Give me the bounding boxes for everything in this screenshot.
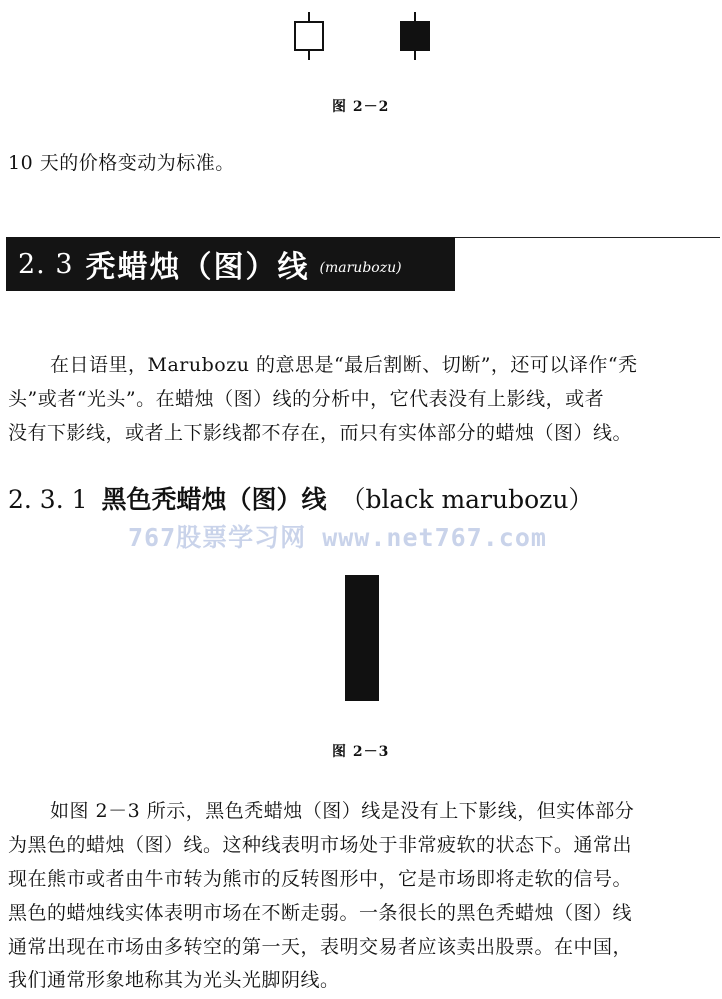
intro-line: 10 天的价格变动为标准。 [8, 152, 235, 174]
body-para-line: 我们通常形象地称其为光头光脚阴线。 [8, 969, 340, 991]
body-para-line: 现在熊市或者由牛市转为熊市的反转图形中，它是市场即将走软的信号。 [8, 868, 633, 890]
section-para-line: 没有下影线，或者上下影线都不存在，而只有实体部分的蜡烛（图）线。 [8, 422, 633, 444]
subsection-latin: （black marubozu） [340, 485, 594, 514]
body-para-line: 通常出现在市场由多转空的第一天，表明交易者应该卖出股票。在中国， [8, 936, 633, 958]
white-candlestick [295, 12, 323, 60]
section-heading [6, 237, 455, 291]
black-marubozu-candle [344, 574, 380, 702]
body-para-line: 为黑色的蜡烛（图）线。这种线表明市场处于非常疲软的状态下。通常出 [8, 834, 633, 856]
section-para-line: 头”或者“光头”。在蜡烛（图）线的分析中，它代表没有上影线，或者 [8, 388, 605, 410]
subsection-title: 黑色秃蜡烛（图）线 [101, 485, 327, 514]
body-para-line: 如图 2－3 所示，黑色秃蜡烛（图）线是没有上下影线，但实体部分 [50, 800, 635, 822]
candle-body [345, 575, 379, 701]
subsection-number: 2. 3. 1 [8, 485, 88, 514]
section-title: 秃蜡烛（图）线 [85, 250, 310, 285]
section-number: 2. 3 [18, 248, 74, 280]
black-candlestick [401, 12, 429, 60]
figure-caption-2-2: 图 2－2 [332, 99, 390, 115]
section-latin: (marubozu) [319, 260, 402, 276]
body-para-line: 黑色的蜡烛线实体表明市场在不断走弱。一条很长的黑色秃蜡烛（图）线 [8, 902, 633, 924]
candlestick-figure-2-2 [270, 8, 450, 68]
figure-caption-2-3: 图 2－3 [332, 744, 390, 760]
heading-rule [455, 237, 720, 238]
section-para-line: 在日语里，Marubozu 的意思是“最后割断、切断”，还可以译作“秃 [50, 354, 638, 376]
subsection-heading [8, 480, 593, 516]
watermark: 767股票学习网 www.net767.com [128, 523, 547, 552]
